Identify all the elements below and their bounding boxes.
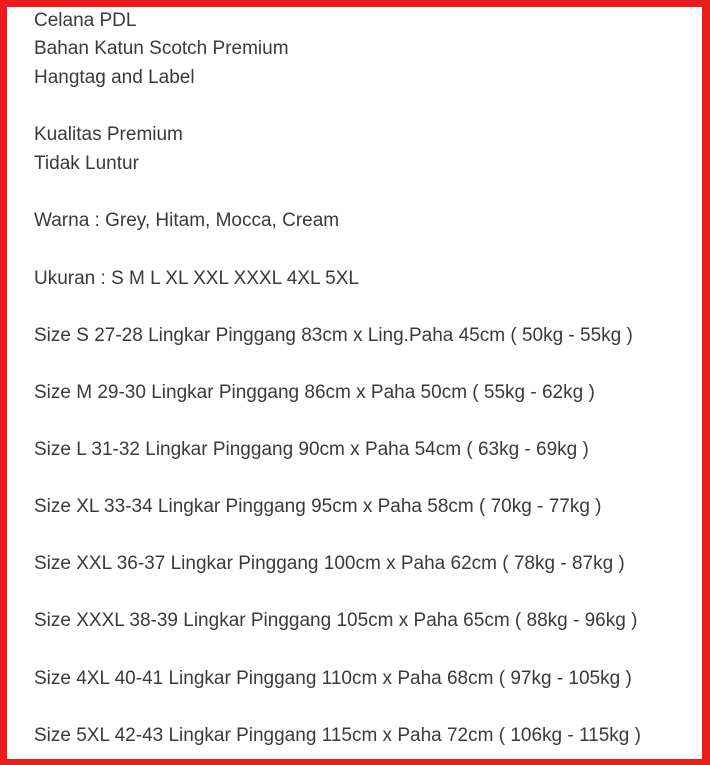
size-detail-l: Size L 31-32 Lingkar Pinggang 90cm x Paha 54cm ( 63kg - 69kg ) [34,439,589,460]
size-detail-m: Size M 29-30 Lingkar Pinggang 86cm x Paha 50cm ( 55kg - 62kg ) [34,382,595,403]
size-detail-4xl: Size 4XL 40-41 Lingkar Pinggang 110cm x Paha 68cm ( 97kg - 105kg ) [34,668,632,689]
size-detail-xxxl: Size XXXL 38-39 Lingkar Pinggang 105cm x Paha 65cm ( 88kg - 96kg ) [34,610,638,631]
quality-colorfast: Tidak Luntur [34,153,139,174]
size-detail-s: Size S 27-28 Lingkar Pinggang 83cm x Ling.Paha 45cm ( 50kg - 55kg ) [34,325,633,346]
size-detail-xl: Size XL 33-34 Lingkar Pinggang 95cm x Paha 58cm ( 70kg - 77kg ) [34,496,602,517]
quality-premium: Kualitas Premium [34,124,183,145]
size-options: Ukuran : S M L XL XXL XXXL 4XL 5XL [34,268,359,289]
product-name: Celana PDL [34,10,137,31]
product-tag: Hangtag and Label [34,67,195,88]
size-detail-5xl: Size 5XL 42-43 Lingkar Pinggang 115cm x Paha 72cm ( 106kg - 115kg ) [34,725,641,746]
size-detail-xxl: Size XXL 36-37 Lingkar Pinggang 100cm x Paha 62cm ( 78kg - 87kg ) [34,553,625,574]
product-material: Bahan Katun Scotch Premium [34,38,289,59]
color-options: Warna : Grey, Hitam, Mocca, Cream [34,210,340,231]
